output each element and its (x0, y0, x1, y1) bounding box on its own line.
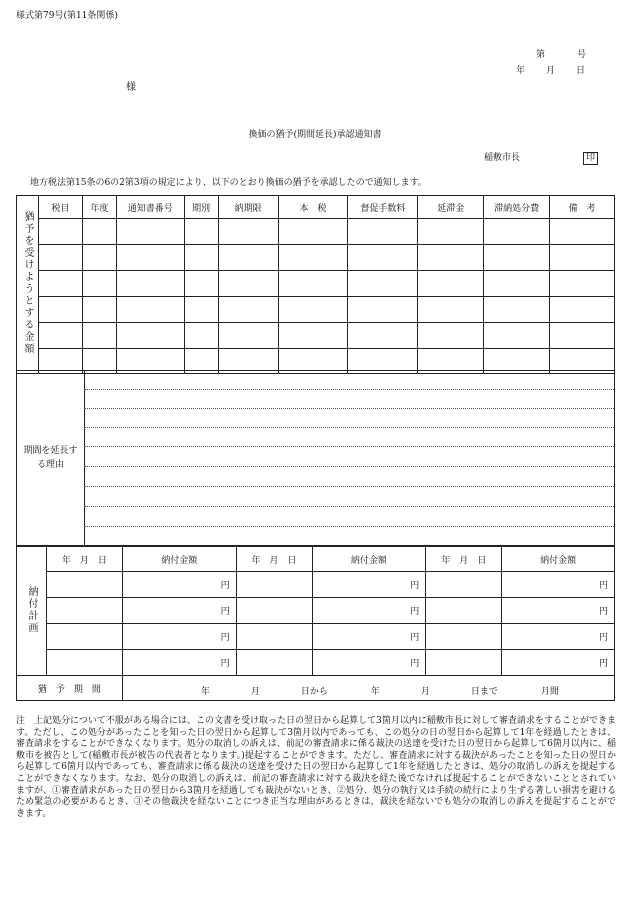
plan-date-header: 年 月 日 (46, 547, 122, 572)
reason-line (84, 526, 614, 527)
page-title: 換価の猶予(期間延長)承認通知書 (248, 130, 382, 140)
cell[interactable] (484, 323, 550, 349)
plan-date-header: 年 月 日 (426, 547, 502, 572)
period-to-month: 月 (420, 687, 430, 697)
cell[interactable] (550, 245, 615, 271)
plan-date-cell[interactable] (426, 572, 502, 598)
reason-line (84, 486, 614, 487)
cell[interactable] (278, 219, 348, 245)
cell[interactable] (278, 297, 348, 323)
cell[interactable] (116, 271, 184, 297)
cell[interactable] (348, 297, 418, 323)
number-suffix: 号 (577, 50, 587, 60)
col-header: 納期限 (218, 196, 278, 219)
cell[interactable] (184, 271, 218, 297)
period-from-day: 日から (300, 687, 328, 697)
reason-line (84, 389, 614, 390)
period-to-year: 年 (370, 687, 380, 697)
plan-row (17, 598, 615, 624)
reason-line (84, 506, 614, 507)
plan-amount-header: 納付金額 (122, 547, 236, 572)
col-header: 税目 (38, 196, 82, 219)
cell[interactable] (116, 219, 184, 245)
cell[interactable] (418, 271, 484, 297)
plan-date-cell[interactable] (426, 598, 502, 624)
cell[interactable] (116, 245, 184, 271)
cell[interactable] (38, 219, 82, 245)
period-value[interactable] (122, 676, 614, 701)
table-row (17, 323, 615, 349)
cell[interactable] (184, 297, 218, 323)
reason-line (84, 427, 614, 428)
cell[interactable] (82, 219, 116, 245)
cell[interactable] (278, 245, 348, 271)
cell[interactable] (484, 219, 550, 245)
cell[interactable] (484, 297, 550, 323)
col-header: 滞納処分費 (484, 196, 550, 219)
plan-amount-cell[interactable]: 円 (312, 650, 426, 676)
plan-date-cell[interactable] (46, 624, 122, 650)
plan-date-cell[interactable] (236, 624, 312, 650)
cell[interactable] (38, 271, 82, 297)
cell[interactable] (218, 297, 278, 323)
plan-amount-cell[interactable]: 円 (122, 598, 236, 624)
col-header: 通知書番号 (116, 196, 184, 219)
form-number: 様式第79号(第11条関係) (16, 11, 118, 21)
period-label: 猶 予 期 間 (17, 676, 123, 701)
col-header: 備 考 (550, 196, 615, 219)
reason-line (84, 466, 614, 467)
plan-row (17, 624, 615, 650)
cell[interactable] (418, 219, 484, 245)
cell[interactable] (484, 271, 550, 297)
cell[interactable] (218, 271, 278, 297)
period-months: 月間 (540, 687, 559, 697)
amount-table (16, 195, 615, 374)
date-day: 日 (576, 66, 586, 76)
period-row (16, 675, 615, 701)
reason-text[interactable] (84, 371, 614, 546)
plan-amount-cell[interactable]: 円 (122, 650, 236, 676)
col-header: 期別 (184, 196, 218, 219)
plan-date-cell[interactable] (236, 598, 312, 624)
reason-line (84, 408, 614, 409)
date-year: 年 (516, 66, 526, 76)
cell[interactable] (278, 271, 348, 297)
cell[interactable] (550, 297, 615, 323)
table-row (17, 245, 615, 271)
cell[interactable] (82, 271, 116, 297)
period-to-day: 日まで (470, 687, 498, 697)
date-month: 月 (546, 66, 556, 76)
period-from-year: 年 (200, 687, 210, 697)
cell[interactable] (184, 323, 218, 349)
plan-date-cell[interactable] (426, 650, 502, 676)
cell[interactable] (82, 323, 116, 349)
cell[interactable] (418, 297, 484, 323)
plan-amount-cell[interactable]: 円 (502, 572, 615, 598)
cell[interactable] (38, 297, 82, 323)
col-header: 延滞金 (418, 196, 484, 219)
cell[interactable] (550, 271, 615, 297)
cell[interactable] (348, 323, 418, 349)
cell[interactable] (184, 219, 218, 245)
plan-amount-cell[interactable]: 円 (312, 624, 426, 650)
plan-date-cell[interactable] (46, 572, 122, 598)
cell[interactable] (278, 323, 348, 349)
plan-row (17, 650, 615, 676)
plan-amount-cell[interactable]: 円 (122, 624, 236, 650)
reason-line (84, 446, 614, 447)
cell[interactable] (418, 245, 484, 271)
plan-date-cell[interactable] (236, 572, 312, 598)
cell[interactable] (82, 245, 116, 271)
table-row (17, 271, 615, 297)
col-header: 本 税 (278, 196, 348, 219)
cell[interactable] (348, 271, 418, 297)
plan-amount-cell[interactable]: 円 (312, 598, 426, 624)
plan-date-cell[interactable] (46, 598, 122, 624)
payment-plan-table (16, 546, 615, 676)
plan-amount-header: 納付金額 (502, 547, 615, 572)
plan-amount-cell[interactable]: 円 (312, 572, 426, 598)
cell[interactable] (418, 323, 484, 349)
plan-amount-cell[interactable]: 円 (122, 572, 236, 598)
plan-row (17, 572, 615, 598)
seal-box: 印 (583, 152, 598, 165)
plan-date-cell[interactable] (426, 624, 502, 650)
plan-date-cell[interactable] (46, 650, 122, 676)
plan-amount-cell[interactable]: 円 (502, 624, 615, 650)
table-row (17, 297, 615, 323)
col-header: 年度 (82, 196, 116, 219)
reason-section (16, 370, 615, 546)
legal-note: 注 上記処分について不服がある場合には、この文書を受け取った日の翌日から起算して3箇月以内に稲敷市長に対して審査請求をすることができます。ただし、この処分があったことを知った日の翌日から起算して3箇月以内であっても、この処分の日の翌日から起算して1年を経過したときは、審査請求をすることができなくなります。処分の取消しの訴えは、前記の審査請求に係る裁決の送達を受けた日の翌日から起算して6箇月以内に、稲敷市を被告として(稲敷市長が被告の代表者となります。)提起することができます。ただし、審査請求に対する裁決があったことを知った日の翌日から起算して6箇月以内であっても、審査請求に係る裁決の送達を受けた日の翌日から起算して1年を経過したときは、処分の取消しの訴えを提起することができなくなります。なお、処分の取消しの訴えは、前記の審査請求に対する裁決を経た後でなければ提起することができないこととされていますが、①審査請求があった日の翌日から3箇月を経過しても裁決がないとき、②処分、処分の執行又は手続の続行により生ずる著しい損害を避けるため緊急の必要があるとき、③その他裁決を経ないことにつき正当な理由があるときは、裁決を経ないでも処分の取消しの訴えを提起することができます。 (16, 716, 616, 819)
cell[interactable] (550, 219, 615, 245)
issuer: 稲敷市長 (484, 153, 521, 163)
cell[interactable] (116, 297, 184, 323)
plan-amount-cell[interactable]: 円 (502, 650, 615, 676)
table-row (17, 219, 615, 245)
plan-side-label: 納付計画 (17, 547, 47, 676)
cell[interactable] (38, 245, 82, 271)
col-header: 督促手数料 (348, 196, 418, 219)
cell[interactable] (184, 245, 218, 271)
reason-label: 期間を延長する理由 (17, 371, 85, 546)
cell[interactable] (550, 323, 615, 349)
amount-side-label: 猶予を受けようとする金額 (17, 196, 39, 374)
cell[interactable] (218, 219, 278, 245)
cell[interactable] (218, 323, 278, 349)
number-prefix: 第 (536, 50, 546, 60)
plan-date-header: 年 月 日 (236, 547, 312, 572)
cell[interactable] (82, 297, 116, 323)
cell[interactable] (218, 245, 278, 271)
cell[interactable] (348, 219, 418, 245)
cell[interactable] (116, 323, 184, 349)
intro-text: 地方税法第15条の6の2第3項の規定により、以下のとおり換価の猶予を承認したので通知します。 (30, 178, 427, 188)
plan-date-cell[interactable] (236, 650, 312, 676)
cell[interactable] (38, 323, 82, 349)
cell[interactable] (484, 245, 550, 271)
period-from-month: 月 (250, 687, 260, 697)
plan-amount-header: 納付金額 (312, 547, 426, 572)
cell[interactable] (348, 245, 418, 271)
plan-amount-cell[interactable]: 円 (502, 598, 615, 624)
addressee-suffix: 様 (126, 82, 136, 93)
